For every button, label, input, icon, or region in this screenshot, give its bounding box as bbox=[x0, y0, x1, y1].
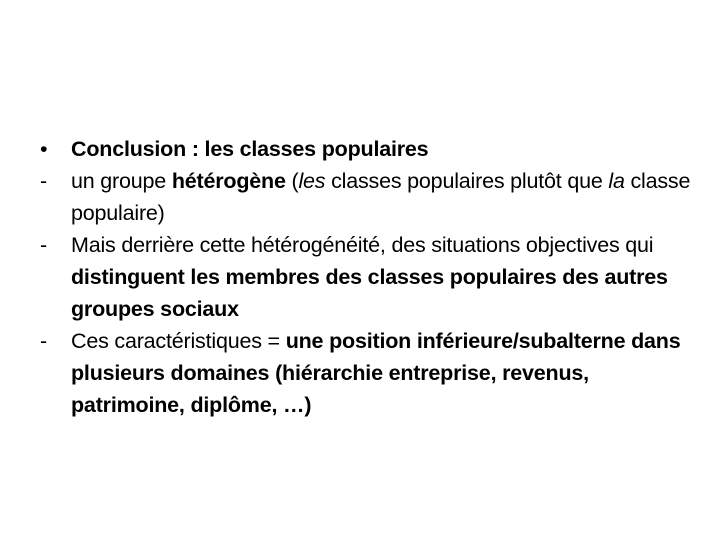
bold-segment: une position inférieure/subalterne dans plusieurs domaines (hiérarchie entreprise, revenus, patrimoine, diplôme, …) bbox=[71, 329, 681, 417]
dash-marker: - bbox=[40, 329, 47, 353]
bullet-text: Conclusion : les classes populaires bbox=[71, 137, 429, 161]
bullet-item-characteristics bbox=[40, 325, 700, 421]
bullet-item-heterogeneous-group bbox=[40, 165, 700, 229]
dash-marker: - bbox=[40, 233, 47, 257]
bold-segment: hétérogène bbox=[171, 169, 286, 193]
bold-segment: distinguent les membres des classes populaires des autres groupes sociaux bbox=[71, 265, 668, 321]
text-segment: un groupe bbox=[71, 169, 172, 193]
italic-segment: la bbox=[608, 169, 625, 193]
bullet-item-objective-situations bbox=[40, 229, 700, 325]
text-segment: ( bbox=[285, 169, 299, 193]
text-segment: classes populaires plutôt que bbox=[325, 169, 609, 193]
text-segment: classe populaire) bbox=[71, 169, 691, 225]
text-segment: Ces caractéristiques = bbox=[71, 329, 286, 353]
dash-marker: - bbox=[40, 169, 47, 193]
bullet-item-conclusion bbox=[40, 133, 700, 165]
text-segment: Mais derrière cette hétérogénéité, des situations objectives qui bbox=[71, 233, 654, 257]
bullet-list bbox=[40, 133, 700, 421]
italic-segment: les bbox=[298, 169, 326, 193]
bullet-marker: • bbox=[40, 137, 48, 161]
